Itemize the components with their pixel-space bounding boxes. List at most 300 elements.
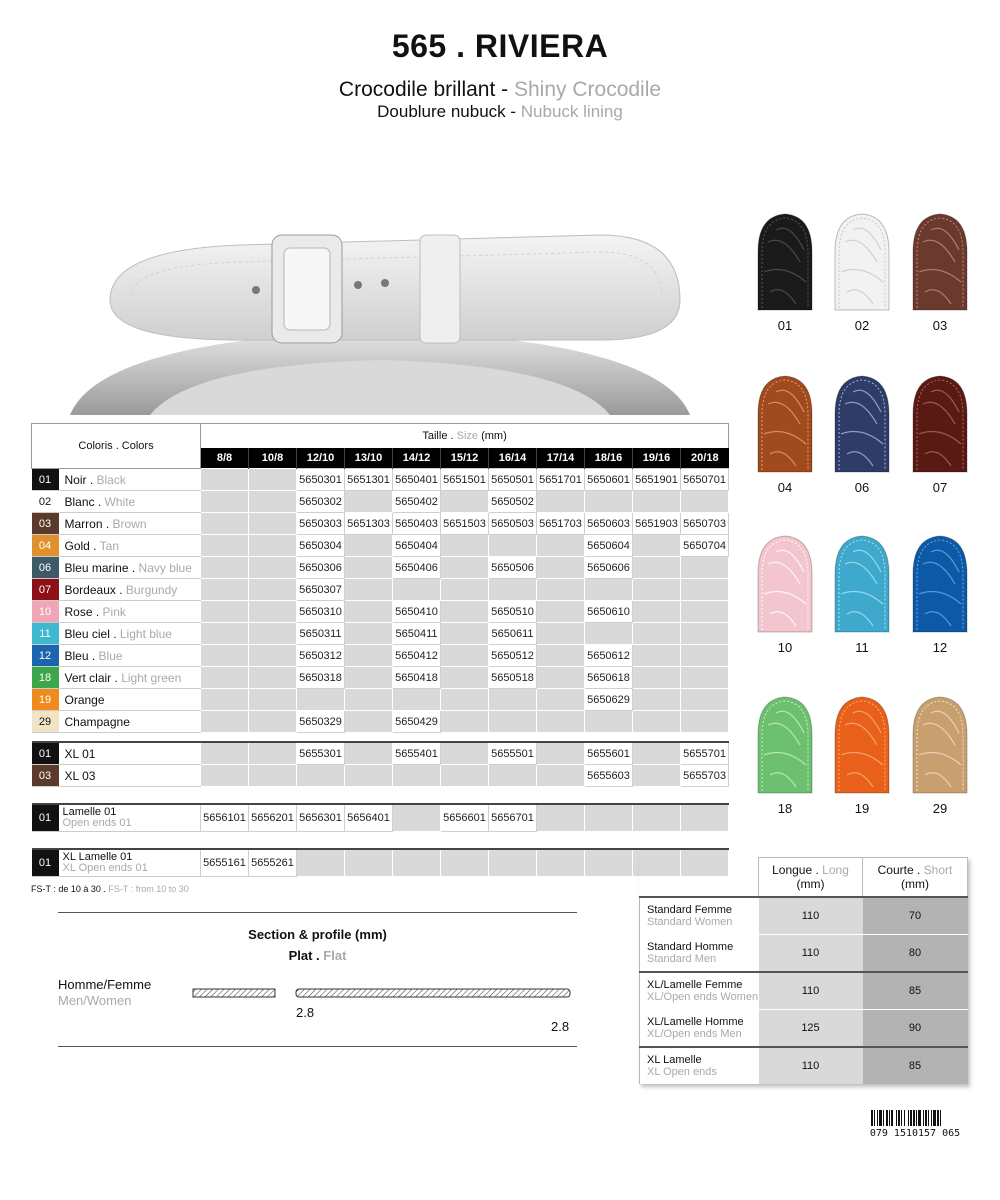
color-name: XL 03 <box>64 768 96 783</box>
size-col-header: 17/14 <box>537 448 585 469</box>
color-swatch <box>911 374 969 495</box>
reference-cell <box>441 557 489 579</box>
reference-cell <box>345 711 393 733</box>
color-code-badge: 10 <box>32 601 59 622</box>
barcode-number: 079 1510157 065 <box>869 1128 961 1139</box>
reference-cell <box>297 765 345 787</box>
table-row-xl-lamelle <box>32 849 729 877</box>
table-row <box>32 689 729 711</box>
color-label-cell <box>32 765 201 787</box>
color-swatch <box>911 695 969 816</box>
reference-cell: 5656301 <box>297 804 345 832</box>
strap-product-image <box>40 190 720 420</box>
swatch-label: 29 <box>932 801 948 816</box>
reference-cell <box>249 513 297 535</box>
reference-cell <box>633 765 681 787</box>
reference-cell <box>297 849 345 877</box>
reference-cell <box>537 742 585 765</box>
color-name: XL Lamelle 01 XL Open ends 01 <box>62 851 148 874</box>
reference-cell <box>585 849 633 877</box>
length-row-label: XL Lamelle XL Open ends <box>640 1047 759 1084</box>
reference-cell <box>441 601 489 623</box>
color-code-badge: 19 <box>32 689 59 710</box>
color-label-cell <box>32 469 201 491</box>
reference-cell <box>537 849 585 877</box>
reference-cell: 5650329 <box>297 711 345 733</box>
reference-cell <box>345 689 393 711</box>
reference-cell <box>201 491 249 513</box>
reference-cell: 5651701 <box>537 469 585 491</box>
length-row <box>640 1047 968 1084</box>
color-swatch <box>756 212 814 333</box>
reference-cell <box>441 765 489 787</box>
color-code-badge: 01 <box>32 743 59 764</box>
length-body <box>640 897 968 1084</box>
reference-cell: 5650311 <box>297 623 345 645</box>
reference-cell <box>201 513 249 535</box>
reference-cell <box>489 579 537 601</box>
reference-cell <box>633 689 681 711</box>
reference-cell: 5650418 <box>393 667 441 689</box>
page-title: 565 . RIVIERA <box>391 28 609 64</box>
reference-cell <box>441 689 489 711</box>
reference-cell <box>681 579 729 601</box>
reference-cell: 5650512 <box>489 645 537 667</box>
reference-cell <box>537 804 585 832</box>
reference-cell <box>201 557 249 579</box>
reference-cell: 5656701 <box>489 804 537 832</box>
reference-cell: 5650701 <box>681 469 729 491</box>
section-title: Section & profile (mm) <box>248 927 387 942</box>
reference-cell: 5650402 <box>393 491 441 513</box>
reference-cell <box>681 711 729 733</box>
reference-cell: 5650401 <box>393 469 441 491</box>
color-label-cell <box>32 689 201 711</box>
reference-cell <box>633 742 681 765</box>
reference-cell: 5650307 <box>297 579 345 601</box>
size-header: Taille . Size (mm) <box>201 424 729 449</box>
reference-cell <box>633 623 681 645</box>
color-name: Gold . Tan <box>64 538 119 553</box>
color-code-badge: 03 <box>32 765 59 786</box>
table-row <box>32 469 729 491</box>
reference-cell <box>441 491 489 513</box>
reference-cell: 5650303 <box>297 513 345 535</box>
color-code-badge: 12 <box>32 645 59 666</box>
reference-cell <box>537 765 585 787</box>
color-swatch <box>833 695 891 816</box>
color-name: Lamelle 01 Open ends 01 <box>62 806 132 829</box>
fs-note: FS-T : de 10 à 30 . FS-T : from 10 to 30 <box>31 884 189 894</box>
reference-cell <box>633 535 681 557</box>
size-col-header: 15/12 <box>441 448 489 469</box>
reference-cell <box>345 742 393 765</box>
reference-cell <box>489 711 537 733</box>
reference-cell: 5650502 <box>489 491 537 513</box>
reference-cell: 5651503 <box>441 513 489 535</box>
color-swatch <box>756 695 814 816</box>
color-label-cell <box>32 557 201 579</box>
reference-cell <box>681 623 729 645</box>
reference-cell <box>681 601 729 623</box>
lining-fr: Doublure nubuck <box>377 102 506 121</box>
reference-cell: 5650312 <box>297 645 345 667</box>
reference-cell <box>345 667 393 689</box>
reference-cell <box>441 579 489 601</box>
short-value: 85 <box>863 972 968 1010</box>
reference-cell <box>537 579 585 601</box>
reference-cell: 5650404 <box>393 535 441 557</box>
reference-cell: 5650510 <box>489 601 537 623</box>
reference-cell: 5650411 <box>393 623 441 645</box>
color-label-cell <box>32 667 201 689</box>
reference-cell: 5650704 <box>681 535 729 557</box>
reference-cell <box>441 667 489 689</box>
reference-cell <box>633 711 681 733</box>
color-name: XL 01 <box>64 746 96 761</box>
reference-cell <box>201 667 249 689</box>
leather-swatch-icon <box>756 374 814 474</box>
short-value: 80 <box>863 935 968 973</box>
reference-cell <box>201 579 249 601</box>
size-col-header: 19/16 <box>633 448 681 469</box>
reference-cell: 5650612 <box>585 645 633 667</box>
size-col-header: 10/8 <box>249 448 297 469</box>
reference-cell <box>441 645 489 667</box>
reference-cell <box>489 765 537 787</box>
table-row <box>32 579 729 601</box>
color-name: Bordeaux . Burgundy <box>64 582 178 597</box>
reference-cell <box>249 689 297 711</box>
swatch-label: 04 <box>777 480 793 495</box>
reference-cell <box>249 667 297 689</box>
reference-cell: 5650306 <box>297 557 345 579</box>
reference-cell <box>633 601 681 623</box>
reference-cell <box>249 645 297 667</box>
swatch-label: 03 <box>932 318 948 333</box>
color-code-badge: 04 <box>32 535 59 556</box>
color-label-cell <box>32 623 201 645</box>
color-swatch <box>756 374 814 495</box>
reference-cell <box>489 689 537 711</box>
color-code-badge: 01 <box>32 805 59 831</box>
reference-cell <box>633 557 681 579</box>
reference-cell: 5650629 <box>585 689 633 711</box>
reference-cell: 5655301 <box>297 742 345 765</box>
reference-cell <box>249 491 297 513</box>
length-row <box>640 897 968 935</box>
color-swatch <box>911 534 969 655</box>
color-label-cell <box>32 742 201 765</box>
reference-cell <box>441 849 489 877</box>
reference-cell <box>345 645 393 667</box>
reference-cell <box>441 711 489 733</box>
size-col-header: 20/18 <box>681 448 729 469</box>
color-label-cell <box>32 513 201 535</box>
table-row <box>32 667 729 689</box>
reference-cell <box>441 535 489 557</box>
color-swatch <box>833 374 891 495</box>
dimension-2: 2.8 <box>551 1019 570 1034</box>
reference-cell: 5655401 <box>393 742 441 765</box>
profile-small-drawing <box>192 987 276 999</box>
reference-cell: 5650403 <box>393 513 441 535</box>
reference-cell <box>537 689 585 711</box>
table-body <box>32 469 729 877</box>
reference-cell: 5650703 <box>681 513 729 535</box>
reference-cell <box>681 557 729 579</box>
dimension-1: 2.8 <box>296 1005 315 1020</box>
swatch-label: 02 <box>854 318 870 333</box>
table-row <box>32 557 729 579</box>
reference-cell: 5650301 <box>297 469 345 491</box>
reference-cell: 5656101 <box>201 804 249 832</box>
table-row <box>32 513 729 535</box>
leather-swatch-icon <box>833 534 891 634</box>
reference-cell <box>345 849 393 877</box>
reference-cell: 5655701 <box>681 742 729 765</box>
long-value: 110 <box>759 897 863 935</box>
short-value: 90 <box>863 1010 968 1048</box>
reference-cell <box>537 557 585 579</box>
color-name: Champagne <box>64 714 130 729</box>
reference-cell <box>201 535 249 557</box>
reference-cell <box>681 804 729 832</box>
length-row-label: XL/Lamelle Femme XL/Open ends Women <box>640 972 759 1010</box>
length-table <box>639 857 968 1084</box>
color-swatch <box>911 212 969 333</box>
reference-cell: 5650610 <box>585 601 633 623</box>
table-row-xl <box>32 765 729 787</box>
leather-swatch-icon <box>756 534 814 634</box>
color-swatch <box>756 534 814 655</box>
color-code-badge: 29 <box>32 711 59 732</box>
reference-cell <box>585 491 633 513</box>
material-en: Shiny Crocodile <box>514 78 662 101</box>
section-profile <box>58 912 577 1047</box>
reference-table <box>31 423 729 877</box>
color-label-cell <box>32 601 201 623</box>
reference-cell <box>681 689 729 711</box>
reference-cell <box>585 711 633 733</box>
size-col-header: 18/16 <box>585 448 633 469</box>
reference-cell: 5650506 <box>489 557 537 579</box>
reference-cell: 5651301 <box>345 469 393 491</box>
reference-cell <box>489 849 537 877</box>
reference-cell <box>393 689 441 711</box>
reference-cell <box>633 804 681 832</box>
reference-cell <box>249 535 297 557</box>
length-row-label: Standard Femme Standard Women <box>640 897 759 935</box>
color-label-cell <box>32 645 201 667</box>
reference-cell: 5650611 <box>489 623 537 645</box>
reference-cell: 5655601 <box>585 742 633 765</box>
reference-cell: 5656201 <box>249 804 297 832</box>
reference-cell <box>201 623 249 645</box>
color-name: Rose . Pink <box>64 604 126 619</box>
table-row <box>32 645 729 667</box>
reference-cell <box>345 535 393 557</box>
reference-cell: 5651703 <box>537 513 585 535</box>
color-name: Bleu marine . Navy blue <box>64 560 192 575</box>
reference-cell <box>441 742 489 765</box>
color-name: Bleu ciel . Light blue <box>64 626 172 641</box>
reference-cell: 5650310 <box>297 601 345 623</box>
swatch-label: 19 <box>854 801 870 816</box>
leather-swatch-icon <box>911 374 969 474</box>
reference-cell: 5650518 <box>489 667 537 689</box>
reference-cell <box>585 623 633 645</box>
reference-cell <box>201 711 249 733</box>
reference-cell <box>681 667 729 689</box>
profile-large-drawing <box>295 987 571 999</box>
reference-cell <box>681 491 729 513</box>
reference-cell: 5650601 <box>585 469 633 491</box>
reference-cell <box>441 623 489 645</box>
reference-cell: 5656601 <box>441 804 489 832</box>
size-col-header: 8/8 <box>201 448 249 469</box>
reference-cell <box>249 601 297 623</box>
table-row <box>32 601 729 623</box>
reference-cell <box>345 601 393 623</box>
length-row <box>640 935 968 973</box>
leather-swatch-icon <box>833 695 891 795</box>
color-label-cell <box>32 804 201 832</box>
reference-cell: 5651501 <box>441 469 489 491</box>
swatch-label: 01 <box>777 318 793 333</box>
reference-cell: 5650318 <box>297 667 345 689</box>
reference-cell: 5650604 <box>585 535 633 557</box>
length-row-label: Standard Homme Standard Men <box>640 935 759 973</box>
reference-cell <box>201 765 249 787</box>
reference-cell <box>633 491 681 513</box>
swatch-label: 07 <box>932 480 948 495</box>
reference-cell <box>585 579 633 601</box>
leather-swatch-icon <box>756 695 814 795</box>
reference-cell <box>249 765 297 787</box>
reference-cell: 5650304 <box>297 535 345 557</box>
long-header: Longue . Long (mm) <box>759 858 863 898</box>
swatch-label: 18 <box>777 801 793 816</box>
reference-cell: 5650618 <box>585 667 633 689</box>
leather-swatch-icon <box>911 695 969 795</box>
reference-cell <box>249 742 297 765</box>
reference-cell <box>345 765 393 787</box>
reference-cell: 5650412 <box>393 645 441 667</box>
reference-cell <box>681 645 729 667</box>
section-flat: Plat . Flat <box>288 948 347 963</box>
reference-cell <box>201 689 249 711</box>
swatch-label: 11 <box>855 640 869 655</box>
material-line: Crocodile brillant - Shiny Crocodile <box>338 78 662 101</box>
leather-swatch-icon <box>756 212 814 312</box>
reference-cell <box>249 557 297 579</box>
lining-en: Nubuck lining <box>520 102 623 121</box>
color-label-cell <box>32 535 201 557</box>
reference-cell <box>393 804 441 832</box>
reference-cell <box>249 711 297 733</box>
reference-cell <box>489 535 537 557</box>
size-col-header: 12/10 <box>297 448 345 469</box>
long-value: 110 <box>759 972 863 1010</box>
size-col-header: 16/14 <box>489 448 537 469</box>
color-swatch <box>833 212 891 333</box>
swatch-label: 10 <box>777 640 793 655</box>
reference-cell: 5655603 <box>585 765 633 787</box>
reference-cell: 5651303 <box>345 513 393 535</box>
color-code-badge: 07 <box>32 579 59 600</box>
reference-cell <box>345 557 393 579</box>
size-col-header: 14/12 <box>393 448 441 469</box>
reference-cell <box>633 667 681 689</box>
size-col-header: 13/10 <box>345 448 393 469</box>
reference-cell <box>345 579 393 601</box>
reference-cell <box>633 645 681 667</box>
reference-cell <box>537 667 585 689</box>
leather-swatch-icon <box>911 534 969 634</box>
barcode <box>871 1110 965 1126</box>
long-value: 110 <box>759 935 863 973</box>
reference-cell: 5650406 <box>393 557 441 579</box>
material-fr: Crocodile brillant <box>338 78 496 101</box>
reference-cell <box>201 645 249 667</box>
long-value: 125 <box>759 1010 863 1048</box>
reference-cell <box>201 601 249 623</box>
reference-cell: 5655703 <box>681 765 729 787</box>
color-name: Noir . Black <box>64 472 126 487</box>
reference-cell: 5650501 <box>489 469 537 491</box>
long-value: 110 <box>759 1047 863 1084</box>
reference-cell <box>201 469 249 491</box>
reference-cell: 5650603 <box>585 513 633 535</box>
color-code-badge: 06 <box>32 557 59 578</box>
reference-cell: 5650302 <box>297 491 345 513</box>
reference-cell: 5656401 <box>345 804 393 832</box>
reference-cell <box>345 491 393 513</box>
reference-cell <box>393 849 441 877</box>
reference-cell <box>249 579 297 601</box>
reference-cell <box>585 804 633 832</box>
lining-line: Doublure nubuck - Nubuck lining <box>377 102 623 121</box>
short-value: 85 <box>863 1047 968 1084</box>
reference-cell: 5655261 <box>249 849 297 877</box>
reference-cell: 5650606 <box>585 557 633 579</box>
reference-cell <box>537 623 585 645</box>
reference-cell <box>297 689 345 711</box>
color-name: Marron . Brown <box>64 516 147 531</box>
length-row-label: XL/Lamelle Homme XL/Open ends Men <box>640 1010 759 1048</box>
reference-cell <box>633 579 681 601</box>
leather-swatch-icon <box>833 374 891 474</box>
leather-swatch-icon <box>911 212 969 312</box>
color-name: Blanc . White <box>64 494 136 509</box>
short-header: Courte . Short (mm) <box>863 858 968 898</box>
length-row <box>640 1010 968 1048</box>
color-label-cell <box>32 849 201 877</box>
swatch-label: 06 <box>854 480 870 495</box>
reference-cell: 5655161 <box>201 849 249 877</box>
table-row-xl <box>32 742 729 765</box>
reference-cell <box>249 623 297 645</box>
reference-cell <box>201 742 249 765</box>
table-row <box>32 623 729 645</box>
table-row <box>32 491 729 513</box>
reference-cell <box>345 623 393 645</box>
color-name: Orange <box>64 692 105 707</box>
reference-cell: 5651903 <box>633 513 681 535</box>
color-label-cell <box>32 579 201 601</box>
reference-cell <box>537 645 585 667</box>
